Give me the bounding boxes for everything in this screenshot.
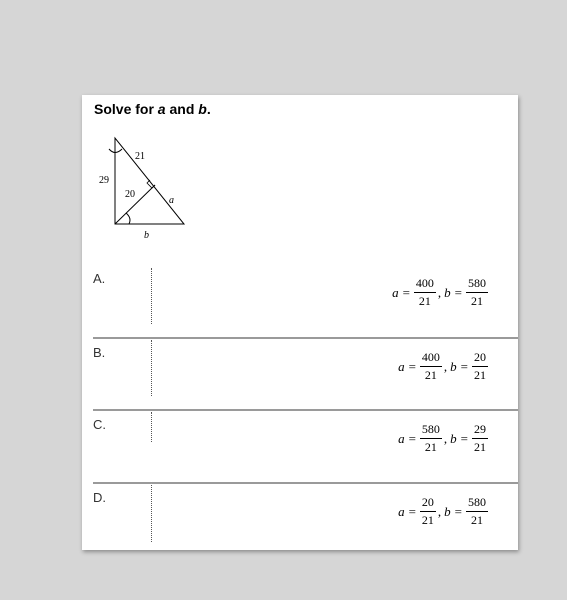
fraction-numerator: 20 [472, 351, 488, 367]
option-separator [93, 337, 518, 339]
label-b: b [144, 230, 149, 241]
comma: , [437, 284, 442, 300]
answer-var-b: b [444, 284, 451, 300]
answer-expression [398, 496, 488, 527]
equals-sign: = [454, 284, 462, 300]
label-29: 29 [99, 175, 109, 186]
fraction-denominator: 21 [418, 294, 431, 308]
fraction-a [420, 351, 442, 382]
fraction-b [472, 423, 488, 454]
option-letter: A. [93, 271, 106, 286]
dotted-divider [151, 340, 152, 396]
option-a[interactable] [93, 271, 518, 341]
answer-expression [392, 277, 488, 308]
question-card [82, 95, 518, 550]
fraction-b [466, 496, 488, 527]
equals-sign: = [408, 358, 416, 374]
option-letter: B. [93, 345, 106, 360]
answer-var-b: b [450, 358, 457, 374]
option-letter: C. [93, 417, 106, 432]
comma: , [443, 430, 448, 446]
fraction-b [472, 351, 488, 382]
fraction-a [414, 277, 436, 308]
comma: , [443, 358, 448, 374]
option-separator [93, 409, 518, 411]
triangle-diagram [92, 129, 202, 249]
option-b[interactable] [93, 345, 518, 405]
answer-var-a: a [398, 358, 405, 374]
bottom-angle-arc [126, 213, 130, 224]
label-21: 21 [135, 151, 145, 162]
fraction-numerator: 580 [466, 496, 488, 512]
question-prompt [94, 101, 211, 117]
option-d[interactable] [93, 490, 518, 546]
question-prefix: Solve for [94, 101, 158, 117]
equals-sign: = [460, 430, 468, 446]
label-20: 20 [125, 189, 135, 200]
fraction-numerator: 29 [472, 423, 488, 439]
equals-sign: = [408, 503, 416, 519]
question-middle: and [165, 101, 199, 117]
answer-var-a: a [392, 284, 399, 300]
equals-sign: = [408, 430, 416, 446]
fraction-numerator: 400 [420, 351, 442, 367]
comma: , [437, 503, 442, 519]
fraction-denominator: 21 [471, 294, 483, 308]
equals-sign: = [454, 503, 462, 519]
answer-var-b: b [444, 503, 451, 519]
label-a: a [169, 195, 174, 206]
fraction-a [420, 496, 436, 527]
answer-var-b: b [450, 430, 457, 446]
answer-var-a: a [398, 503, 405, 519]
fraction-denominator: 21 [424, 440, 437, 454]
question-var-a: a [157, 101, 166, 117]
answer-var-a: a [398, 430, 405, 446]
equals-sign: = [402, 284, 410, 300]
fraction-denominator: 21 [471, 513, 483, 527]
fraction-denominator: 21 [474, 368, 486, 382]
dotted-divider [151, 485, 152, 542]
fraction-denominator: 21 [421, 513, 434, 527]
fraction-numerator: 20 [420, 496, 436, 512]
fraction-numerator: 400 [414, 277, 436, 293]
fraction-numerator: 580 [420, 423, 442, 439]
question-suffix: . [206, 101, 211, 117]
fraction-b [466, 277, 488, 308]
equals-sign: = [460, 358, 468, 374]
option-separator [93, 482, 518, 484]
dotted-divider [151, 268, 152, 324]
fraction-denominator: 21 [424, 368, 437, 382]
question-var-b: b [198, 101, 207, 117]
altitude-line [115, 185, 155, 224]
fraction-denominator: 21 [474, 440, 486, 454]
answer-expression [398, 351, 488, 382]
answer-expression [398, 423, 488, 454]
option-letter: D. [93, 490, 106, 505]
dotted-divider [151, 412, 152, 442]
fraction-a [420, 423, 442, 454]
option-c[interactable] [93, 417, 518, 477]
fraction-numerator: 580 [466, 277, 488, 293]
